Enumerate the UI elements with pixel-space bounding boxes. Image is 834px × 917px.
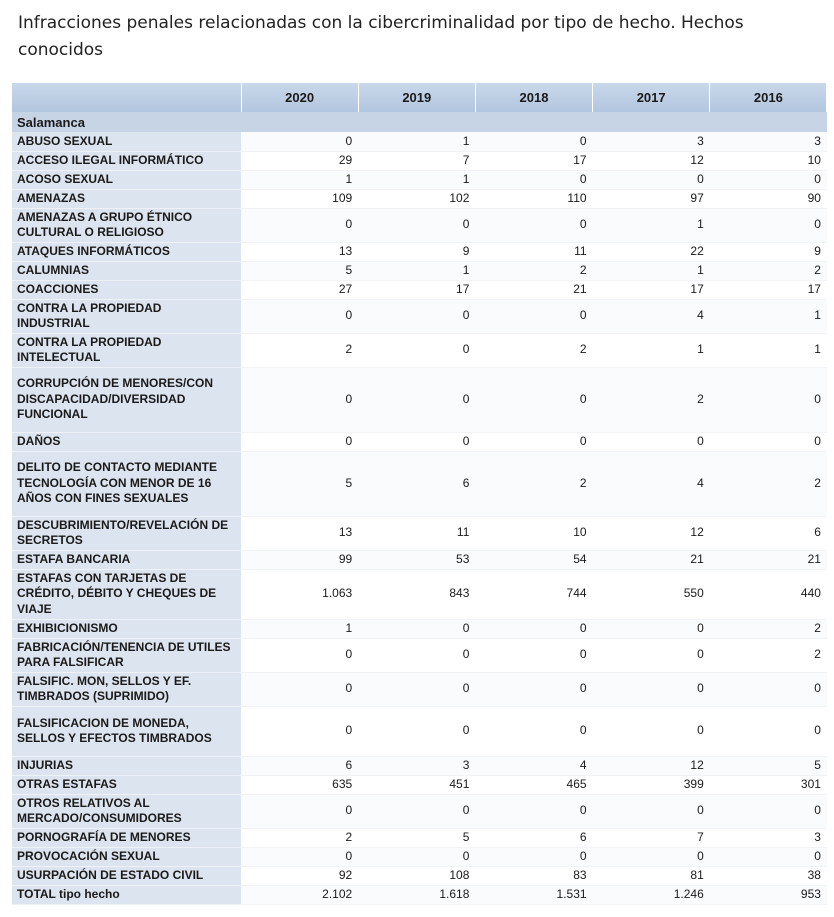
cell-2019: 843 — [358, 569, 475, 619]
row-label: DESCUBRIMIENTO/REVELACIÓN DE SECRETOS — [12, 516, 241, 550]
cell-2017: 399 — [593, 775, 710, 794]
cell-2017: 1.246 — [593, 885, 710, 904]
row-label: PORNOGRAFÍA DE MENORES — [12, 828, 241, 847]
cell-2018: 83 — [475, 866, 592, 885]
table-row — [12, 242, 827, 261]
cell-2019: 6 — [358, 451, 475, 516]
cell-2016: 440 — [710, 569, 827, 619]
cell-2016: 2 — [710, 451, 827, 516]
cell-2020: 635 — [241, 775, 358, 794]
cell-2019: 1 — [358, 132, 475, 151]
cell-2017: 2 — [593, 367, 710, 432]
group-label: Salamanca — [12, 112, 827, 132]
cell-2019: 108 — [358, 866, 475, 885]
cell-2019: 0 — [358, 299, 475, 333]
cell-2020: 29 — [241, 151, 358, 170]
table-row — [12, 569, 827, 619]
row-label: ATAQUES INFORMÁTICOS — [12, 242, 241, 261]
cell-2020: 0 — [241, 847, 358, 866]
cell-2017: 1 — [593, 333, 710, 367]
cell-2018: 0 — [475, 208, 592, 242]
cell-2018: 0 — [475, 638, 592, 672]
cell-2018: 2 — [475, 333, 592, 367]
row-label: TOTAL tipo hecho — [12, 885, 241, 904]
table-row — [12, 672, 827, 706]
table-row — [12, 847, 827, 866]
cell-2020: 1.063 — [241, 569, 358, 619]
cell-2018: 21 — [475, 280, 592, 299]
cell-2016: 6 — [710, 516, 827, 550]
cell-2018: 0 — [475, 619, 592, 638]
table-row — [12, 619, 827, 638]
cell-2016: 5 — [710, 756, 827, 775]
row-label: CONTRA LA PROPIEDAD INTELECTUAL — [12, 333, 241, 367]
table-row — [12, 280, 827, 299]
cell-2019: 53 — [358, 550, 475, 569]
cell-2016: 0 — [710, 794, 827, 828]
cell-2019: 1 — [358, 261, 475, 280]
cell-2017: 22 — [593, 242, 710, 261]
cell-2019: 102 — [358, 189, 475, 208]
cell-2016: 0 — [710, 208, 827, 242]
cell-2017: 0 — [593, 170, 710, 189]
table-row — [12, 775, 827, 794]
cell-2016: 90 — [710, 189, 827, 208]
cell-2020: 5 — [241, 451, 358, 516]
table-row — [12, 367, 827, 432]
row-label: ACOSO SEXUAL — [12, 170, 241, 189]
cell-2017: 0 — [593, 706, 710, 756]
cell-2016: 3 — [710, 132, 827, 151]
header-corner — [12, 83, 241, 112]
row-label: AMENAZAS A GRUPO ÉTNICO CULTURAL O RELIGIOSO — [12, 208, 241, 242]
row-label: CALUMNIAS — [12, 261, 241, 280]
cell-2019: 0 — [358, 367, 475, 432]
cell-2019: 0 — [358, 638, 475, 672]
row-label: OTROS RELATIVOS AL MERCADO/CONSUMIDORES — [12, 794, 241, 828]
row-label: FABRICACIÓN/TENENCIA DE UTILES PARA FALSIFICAR — [12, 638, 241, 672]
cell-2019: 0 — [358, 333, 475, 367]
cell-2018: 0 — [475, 367, 592, 432]
cell-2020: 0 — [241, 208, 358, 242]
cell-2018: 744 — [475, 569, 592, 619]
cell-2017: 7 — [593, 828, 710, 847]
cell-2017: 12 — [593, 151, 710, 170]
cell-2020: 6 — [241, 756, 358, 775]
cell-2018: 0 — [475, 794, 592, 828]
row-label: INJURIAS — [12, 756, 241, 775]
cell-2019: 5 — [358, 828, 475, 847]
row-label: COACCIONES — [12, 280, 241, 299]
cell-2019: 9 — [358, 242, 475, 261]
cell-2018: 1.531 — [475, 885, 592, 904]
cell-2019: 0 — [358, 706, 475, 756]
cell-2017: 97 — [593, 189, 710, 208]
page-title: Infracciones penales relacionadas con la cibercriminalidad por tipo de hecho. Hechos conocidos — [18, 13, 744, 60]
cell-2017: 4 — [593, 299, 710, 333]
cell-2019: 3 — [358, 756, 475, 775]
total-row — [12, 885, 827, 904]
row-label: FALSIFICACION DE MONEDA, SELLOS Y EFECTOS TIMBRADOS — [12, 706, 241, 756]
row-label: EXHIBICIONISMO — [12, 619, 241, 638]
cell-2018: 0 — [475, 847, 592, 866]
cell-2017: 1 — [593, 261, 710, 280]
column-header-2019: 2019 — [358, 83, 475, 112]
table-body — [12, 112, 827, 904]
cell-2016: 1 — [710, 333, 827, 367]
cell-2018: 465 — [475, 775, 592, 794]
cell-2020: 27 — [241, 280, 358, 299]
cell-2018: 17 — [475, 151, 592, 170]
cell-2017: 0 — [593, 672, 710, 706]
cell-2020: 99 — [241, 550, 358, 569]
cell-2020: 2.102 — [241, 885, 358, 904]
cell-2018: 0 — [475, 706, 592, 756]
column-header-2017: 2017 — [593, 83, 710, 112]
cell-2017: 550 — [593, 569, 710, 619]
row-label: ACCESO ILEGAL INFORMÁTICO — [12, 151, 241, 170]
table-row — [12, 516, 827, 550]
cell-2018: 0 — [475, 432, 592, 451]
cell-2018: 0 — [475, 132, 592, 151]
row-label: FALSIFIC. MON, SELLOS Y EF. TIMBRADOS (SUPRIMIDO) — [12, 672, 241, 706]
cell-2016: 10 — [710, 151, 827, 170]
cell-2020: 0 — [241, 432, 358, 451]
cell-2016: 0 — [710, 432, 827, 451]
cell-2020: 13 — [241, 516, 358, 550]
cell-2018: 110 — [475, 189, 592, 208]
cell-2018: 4 — [475, 756, 592, 775]
cell-2019: 451 — [358, 775, 475, 794]
cell-2017: 0 — [593, 619, 710, 638]
row-label: CORRUPCIÓN DE MENORES/CON DISCAPACIDAD/DIVERSIDAD FUNCIONAL — [12, 367, 241, 432]
table-row — [12, 333, 827, 367]
cell-2016: 0 — [710, 367, 827, 432]
table-row — [12, 261, 827, 280]
table-row — [12, 756, 827, 775]
cell-2017: 0 — [593, 432, 710, 451]
cell-2019: 0 — [358, 619, 475, 638]
table-row — [12, 638, 827, 672]
column-header-2016: 2016 — [710, 83, 827, 112]
cell-2016: 17 — [710, 280, 827, 299]
cell-2016: 38 — [710, 866, 827, 885]
cell-2017: 12 — [593, 516, 710, 550]
cell-2020: 2 — [241, 333, 358, 367]
cell-2020: 0 — [241, 367, 358, 432]
table-row — [12, 208, 827, 242]
cell-2016: 953 — [710, 885, 827, 904]
table-row — [12, 132, 827, 151]
crime-table — [12, 83, 827, 905]
cell-2018: 0 — [475, 170, 592, 189]
cell-2020: 0 — [241, 794, 358, 828]
row-label: DELITO DE CONTACTO MEDIANTE TECNOLOGÍA CON MENOR DE 16 AÑOS CON FINES SEXUALES — [12, 451, 241, 516]
table-row — [12, 189, 827, 208]
cell-2020: 0 — [241, 672, 358, 706]
table-row — [12, 706, 827, 756]
cell-2020: 0 — [241, 299, 358, 333]
cell-2018: 54 — [475, 550, 592, 569]
cell-2017: 1 — [593, 208, 710, 242]
row-label: ESTAFA BANCARIA — [12, 550, 241, 569]
column-header-2018: 2018 — [475, 83, 592, 112]
cell-2018: 0 — [475, 299, 592, 333]
cell-2018: 6 — [475, 828, 592, 847]
cell-2019: 0 — [358, 794, 475, 828]
cell-2016: 0 — [710, 706, 827, 756]
cell-2016: 0 — [710, 672, 827, 706]
cell-2018: 2 — [475, 451, 592, 516]
cell-2019: 0 — [358, 432, 475, 451]
row-label: AMENAZAS — [12, 189, 241, 208]
cell-2018: 11 — [475, 242, 592, 261]
row-label: USURPACIÓN DE ESTADO CIVIL — [12, 866, 241, 885]
cell-2017: 4 — [593, 451, 710, 516]
cell-2019: 11 — [358, 516, 475, 550]
cell-2016: 3 — [710, 828, 827, 847]
table-row — [12, 866, 827, 885]
cell-2020: 0 — [241, 638, 358, 672]
cell-2017: 0 — [593, 794, 710, 828]
cell-2017: 0 — [593, 847, 710, 866]
cell-2019: 0 — [358, 208, 475, 242]
cell-2020: 1 — [241, 170, 358, 189]
row-label: OTRAS ESTAFAS — [12, 775, 241, 794]
cell-2020: 5 — [241, 261, 358, 280]
cell-2019: 1 — [358, 170, 475, 189]
group-row — [12, 112, 827, 132]
cell-2019: 17 — [358, 280, 475, 299]
cell-2017: 17 — [593, 280, 710, 299]
cell-2020: 0 — [241, 132, 358, 151]
cell-2016: 2 — [710, 619, 827, 638]
cell-2019: 1.618 — [358, 885, 475, 904]
cell-2020: 0 — [241, 706, 358, 756]
cell-2019: 0 — [358, 847, 475, 866]
table-header — [12, 83, 827, 112]
cell-2019: 7 — [358, 151, 475, 170]
table-row — [12, 794, 827, 828]
cell-2016: 0 — [710, 170, 827, 189]
row-label: PROVOCACIÓN SEXUAL — [12, 847, 241, 866]
column-header-2020: 2020 — [241, 83, 358, 112]
cell-2016: 2 — [710, 261, 827, 280]
cell-2016: 9 — [710, 242, 827, 261]
cell-2019: 0 — [358, 672, 475, 706]
cell-2016: 301 — [710, 775, 827, 794]
cell-2018: 2 — [475, 261, 592, 280]
cell-2017: 3 — [593, 132, 710, 151]
cell-2017: 21 — [593, 550, 710, 569]
cell-2016: 0 — [710, 847, 827, 866]
cell-2016: 21 — [710, 550, 827, 569]
row-label: ESTAFAS CON TARJETAS DE CRÉDITO, DÉBITO Y CHEQUES DE VIAJE — [12, 569, 241, 619]
table-row — [12, 170, 827, 189]
cell-2018: 0 — [475, 672, 592, 706]
cell-2016: 1 — [710, 299, 827, 333]
cell-2020: 2 — [241, 828, 358, 847]
table-row — [12, 828, 827, 847]
cell-2018: 10 — [475, 516, 592, 550]
cell-2020: 92 — [241, 866, 358, 885]
row-label: CONTRA LA PROPIEDAD INDUSTRIAL — [12, 299, 241, 333]
table-row — [12, 299, 827, 333]
row-label: DAÑOS — [12, 432, 241, 451]
table-row — [12, 550, 827, 569]
cell-2020: 109 — [241, 189, 358, 208]
cell-2017: 12 — [593, 756, 710, 775]
cell-2020: 1 — [241, 619, 358, 638]
table-row — [12, 432, 827, 451]
cell-2016: 2 — [710, 638, 827, 672]
cell-2020: 13 — [241, 242, 358, 261]
cell-2017: 0 — [593, 638, 710, 672]
table-row — [12, 151, 827, 170]
row-label: ABUSO SEXUAL — [12, 132, 241, 151]
cell-2017: 81 — [593, 866, 710, 885]
table-row — [12, 451, 827, 516]
